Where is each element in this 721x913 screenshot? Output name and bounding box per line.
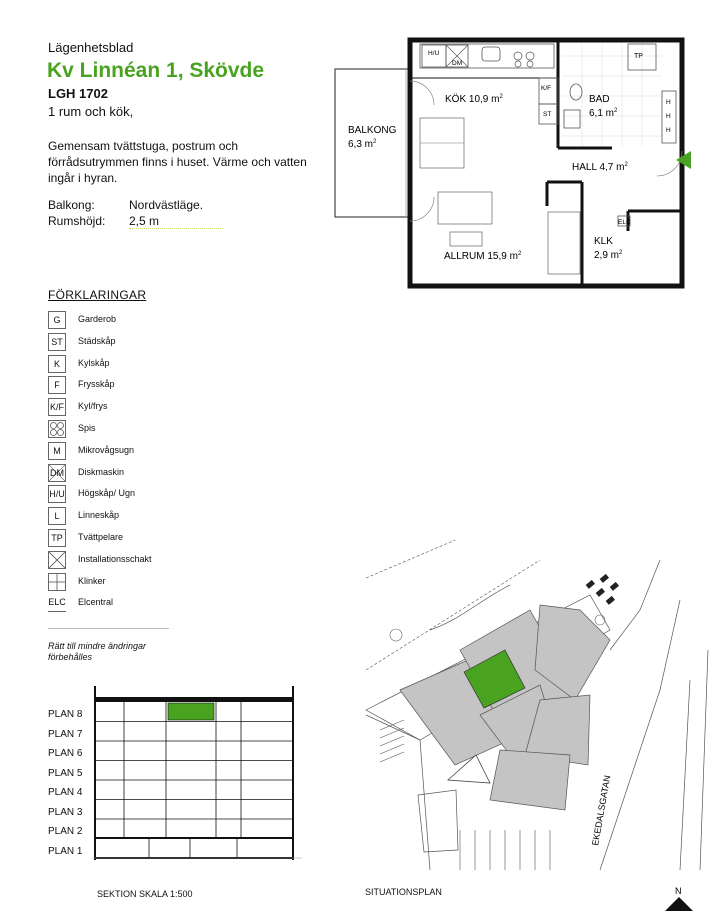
legend-label: Frysskåp: [78, 379, 115, 390]
north-arrow-icon: [664, 884, 696, 913]
room-closet-area: 2,9 $m^2$: [594, 250, 623, 261]
disclaimer-note: [48, 641, 146, 663]
legend-label: Kylskåp: [78, 357, 110, 368]
legend-heading: FÖRKLARINGAR: [48, 288, 147, 302]
legend-symbol: K: [48, 355, 66, 373]
tile-icon: [48, 573, 66, 591]
highlighted-floor: [168, 703, 214, 720]
apartment-id: LGH 1702: [48, 86, 108, 101]
legend-label: Garderob: [78, 314, 117, 324]
stove-icon: [514, 52, 522, 60]
description: Gemensam tvättstuga, postrum och förrådsutrymmen finns i huset. Värme och vatten ingår i hyran.: [48, 139, 307, 185]
room-living: ALLRUM 15,9 $m^2$: [444, 251, 522, 262]
property-title: Kv Linnéan 1, Skövde: [47, 59, 265, 82]
buildings: [400, 605, 610, 810]
sofa: [438, 192, 492, 224]
legend-symbol: L: [48, 507, 66, 525]
spec-value: 2,5 m: [129, 214, 223, 229]
spec-balcony: [48, 198, 204, 212]
legend-symbol: DM: [48, 464, 66, 482]
room-summary: 1 rum och kök,: [48, 104, 134, 119]
fixture-kf: K/F: [541, 85, 552, 92]
site-plan-caption: SITUATIONSPLAN: [365, 887, 442, 897]
room-bath: BAD: [589, 94, 610, 105]
legend-label: Högskåp/ Ugn: [78, 488, 136, 499]
fixture-elc: ELC: [618, 219, 631, 226]
spec-label: Balkong:: [48, 198, 95, 212]
room-balcony-area: 6,3 $m^2$: [348, 139, 377, 150]
floor-plan: [332, 36, 697, 291]
legend-symbol: F: [48, 376, 66, 394]
fixture-dm: DM: [452, 60, 463, 67]
section-caption: SEKTION SKALA 1:500: [97, 889, 193, 899]
legend-label: Städskåp: [78, 335, 116, 346]
note-line: förbehålles: [48, 652, 93, 662]
section-diagram: [92, 686, 302, 861]
document-type: Lägenhetsblad: [48, 40, 134, 55]
note-line: Rätt till mindre ändringar: [48, 641, 147, 651]
room-closet: KLK: [594, 236, 613, 247]
legend-symbol: G: [48, 311, 66, 329]
legend-symbol: ELC: [48, 594, 66, 612]
legend-symbol: M: [48, 442, 66, 460]
legend-label: Installationsschakt: [78, 553, 152, 564]
room-kitchen: KÖK 10,9 $m^2$: [445, 94, 503, 105]
apartment-outline: [410, 40, 682, 286]
legend-label: Klinker: [78, 575, 106, 586]
floor-label: PLAN 7: [48, 728, 83, 740]
fixture-h2: H: [666, 113, 671, 120]
toilet-icon: [570, 84, 582, 100]
floor-label: PLAN 2: [48, 826, 83, 837]
spec-value: Nordvästläge.: [129, 198, 204, 212]
legend-label: Elcentral: [78, 597, 114, 608]
bed: [548, 212, 580, 274]
shaft-icon: [48, 551, 66, 569]
floor-label: PLAN 1: [48, 845, 83, 857]
fixture-h1: H: [666, 99, 671, 106]
legend-label: Tvättpelare: [78, 532, 124, 542]
fixture-st: ST: [543, 111, 552, 118]
north-label: N: [675, 886, 682, 896]
floor-label: PLAN 4: [48, 787, 83, 798]
legend-symbol: H/U: [48, 485, 66, 503]
floor-label: PLAN 6: [48, 748, 83, 759]
legend-symbol: ST: [48, 333, 66, 351]
fixture-h3: H: [666, 127, 671, 134]
legend-label: Diskmaskin: [78, 466, 125, 477]
fixture-hu: H/U: [428, 50, 440, 57]
floor-label: PLAN 8: [48, 709, 83, 720]
legend-label: Linneskåp: [78, 510, 120, 521]
legend-label: Kyl/frys: [78, 401, 108, 412]
spec-ceiling-height: [48, 214, 160, 228]
floor-label: PLAN 3: [48, 806, 83, 818]
sink-icon: [482, 47, 500, 61]
divider: [48, 628, 169, 629]
fixture-tp: TP: [634, 53, 643, 60]
room-bath-area: 6,1 $m^2$: [589, 108, 618, 119]
room-balcony: BALKONG: [348, 125, 397, 136]
legend-label: Mikrovågsugn: [78, 444, 135, 455]
legend-symbol: K/F: [48, 398, 66, 416]
street-name: EKEDALSGATAN: [590, 774, 613, 847]
legend-symbol: TP: [48, 529, 66, 547]
stove-icon: [48, 420, 66, 438]
floor-label: PLAN 5: [48, 767, 83, 779]
room-hall: HALL 4,7 $m^2$: [572, 162, 628, 173]
spec-label: Rumshöjd:: [48, 214, 106, 228]
site-plan: [360, 540, 721, 880]
legend-label: Spis: [78, 423, 96, 433]
